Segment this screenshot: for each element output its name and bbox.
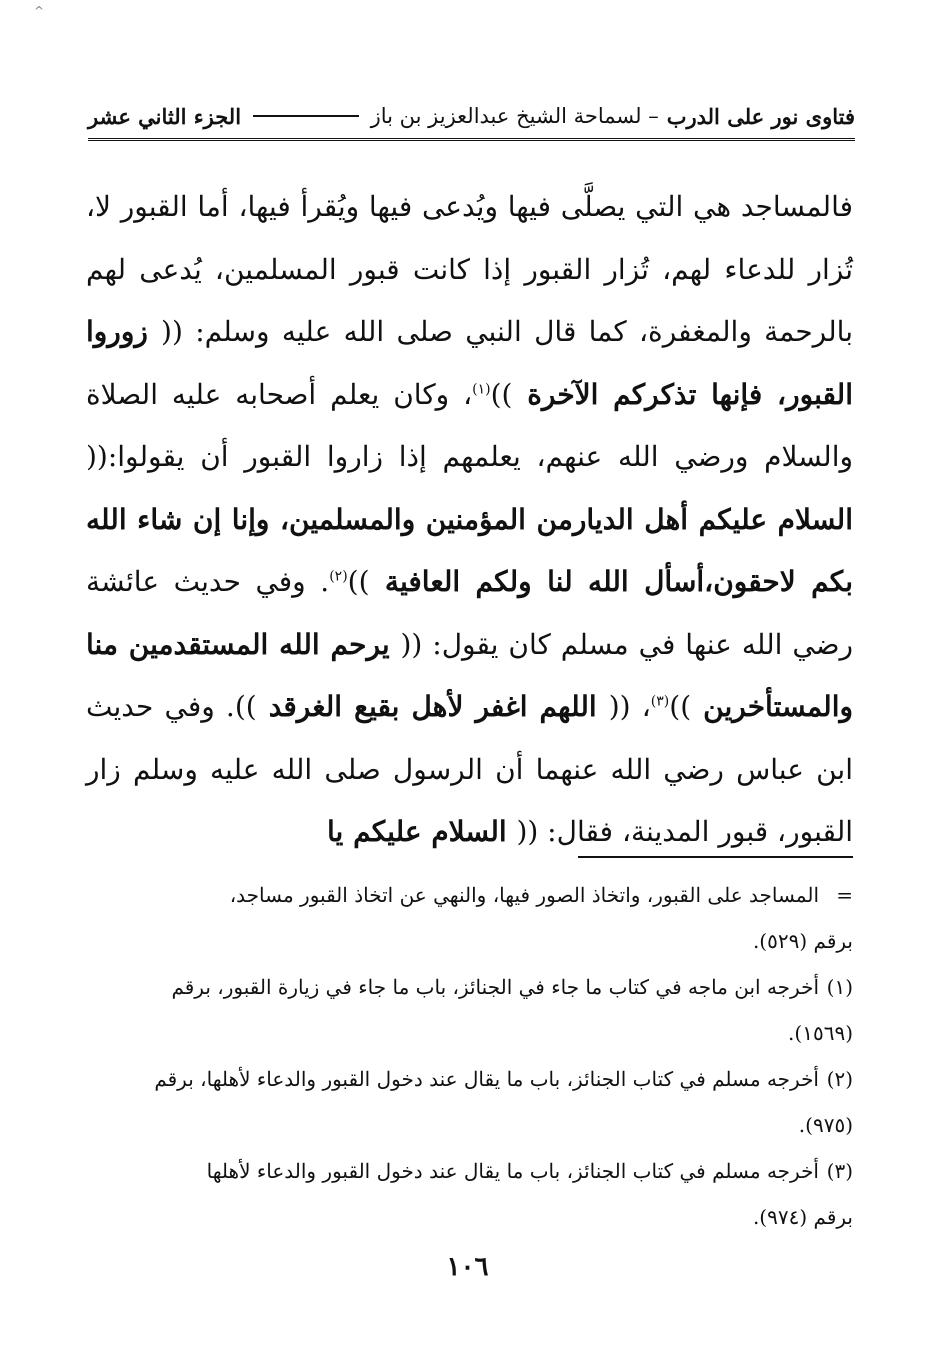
footnote-text-cont: (١٥٦٩). (788, 1021, 853, 1045)
footnote-text: أخرجه مسلم في كتاب الجنائز، باب ما يقال عند دخول القبور والدعاء لأهلها (206, 1159, 819, 1183)
footnote-text: أخرجه مسلم في كتاب الجنائز، باب ما يقال عند دخول القبور والدعاء لأهلها، برقم (154, 1067, 819, 1091)
header-underline (88, 138, 855, 141)
footnote-3 (80, 1148, 853, 1240)
body-text-3: ، وكان يعلم أصحابه عليه الصلاة والسلام ورضي الله عنهم، يعلمهم إذا زاروا القبور أن يقولوا:(( (86, 377, 853, 473)
footnote-1 (80, 964, 853, 1056)
header-volume: الجزء الثاني عشر (88, 103, 242, 129)
footnote-text-cont: (٩٧٥). (798, 1113, 853, 1137)
header-book-title: فتاوى نور على الدرب (666, 103, 855, 129)
footnote-ref-2: (٢) (329, 568, 348, 585)
hadith-quote-5: السلام عليكم يا (327, 815, 517, 848)
body-text-5: . وفي حديث عائشة رضي الله عنها في مسلم كان يقول: (( (86, 565, 853, 661)
body-text-8: )). وفي حديث ابن عباس رضي الله عنهما أن الرسول صلى الله عليه وسلم زار القبور، قبور المدينة، فقال: (( (86, 690, 853, 848)
footnote-ref-1: (١) (472, 381, 491, 398)
footnote-2 (80, 1056, 853, 1148)
header-dash-rule (253, 115, 359, 117)
footnote-text-cont: برقم (٩٧٤). (752, 1205, 853, 1229)
body-text-6: )) (669, 690, 692, 723)
footnote-ref-3: (٣) (650, 693, 670, 710)
header-author: – لسماحة الشيخ عبدالعزيز بن باز (370, 104, 659, 128)
hadith-quote-4: اللهم اغفر لأهل بقيع الغرقد (256, 690, 609, 723)
hadith-quote-1: زوروا القبور، فإنها تذكركم الآخرة (86, 315, 853, 411)
hadith-quote-2: السلام عليكم أهل الديارمن المؤمنين والمسلمين، وإنا إن شاء الله بكم لاحقون،أسأل الله لنا ولكم العافية (86, 502, 853, 598)
footnote-text: أخرجه ابن ماجه في كتاب ما جاء في الجنائز، باب ما جاء في زيارة القبور، برقم (171, 975, 819, 999)
corner-mark: ^ (34, 4, 45, 18)
page-number: ١٠٦ (446, 1252, 489, 1282)
body-text-4: )) (347, 565, 370, 598)
footnote-marker: (٣) (826, 1159, 853, 1183)
hadith-quote-3: يرحم الله المستقدمين منا والمستأخرين (86, 627, 854, 723)
footnote-marker: (٢) (826, 1067, 853, 1091)
body-paragraph (86, 176, 853, 864)
body-text-7: ، (( (608, 690, 651, 723)
footnote-text: المساجد على القبور، واتخاذ الصور فيها، والنهي عن اتخاذ القبور مساجد، (229, 883, 819, 907)
footnote-continued (80, 872, 853, 964)
running-header (88, 96, 855, 136)
body-text-2: )) (490, 377, 513, 411)
footnotes (80, 872, 853, 1240)
footnote-marker: (١) (826, 975, 853, 999)
footnote-text-cont: برقم (٥٢٩). (752, 929, 853, 953)
footnote-separator (578, 856, 853, 858)
footnote-marker: = (836, 883, 853, 907)
body-text-1: فالمساجد هي التي يصلَّى فيها ويُدعى فيها ويُقرأ فيها، أما القبور لا، تُزار للدعاء لهم، تُزار القبور إذا كانت قبور المسلمين، يُدعى لهم بالرحمة والمغفرة، كما قال النبي صلى الله عليه وسلم: (( (86, 190, 853, 348)
